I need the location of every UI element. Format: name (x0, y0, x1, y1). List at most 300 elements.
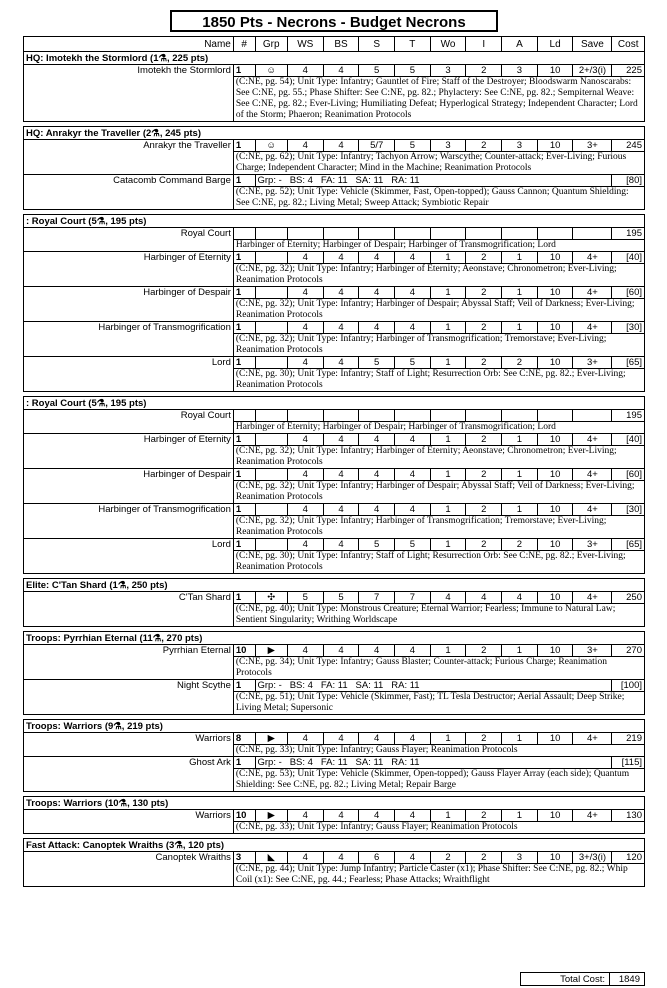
stat-cell: 4 (323, 469, 359, 481)
stat-cell: 120 (612, 852, 645, 864)
stat-cell: 4 (359, 733, 395, 745)
stat-cell: 1 (502, 252, 538, 264)
unit-detail: (C:NE, pg. 33); Unit Type: Infantry; Gauss Flayer; Reanimation Protocols (233, 822, 644, 834)
table-row (24, 410, 645, 422)
stat-cell: 4 (323, 434, 359, 446)
empty-cell (502, 410, 538, 422)
stat-cell: 5 (395, 539, 431, 551)
stat-cell: 250 (612, 592, 645, 604)
unit-cost: [100] (612, 680, 645, 692)
stat-cell: 5 (395, 65, 431, 77)
unit-name: C'Tan Shard (24, 592, 234, 627)
group-icon: ▶ (255, 733, 287, 745)
roster-table (23, 36, 645, 887)
empty-cell (537, 410, 573, 422)
empty-cell (255, 228, 287, 240)
unit-detail: (C:NE, pg. 52); Unit Type: Vehicle (Skimmer, Fast, Open-topped); Gauss Cannon; Quantum Shielding: See C:NE, pg. 82.; Living Metal; Sweep Attack; Symbiotic Repair (233, 187, 644, 210)
column-header: S (359, 37, 395, 52)
section-heading: Troops: Pyrrhian Eternal (11⚗, 270 pts) (24, 632, 645, 645)
section-heading: HQ: Anrakyr the Traveller (2⚗, 245 pts) (24, 127, 645, 140)
unit-detail: (C:NE, pg. 32); Unit Type: Infantry; Harbinger of Despair; Abyssal Staff; Veil of Darkness; Ever-Living; Reanimation Protocols (233, 481, 644, 504)
stat-cell: 1 (233, 592, 255, 604)
stat-cell: 2 (466, 434, 502, 446)
unit-name: Canoptek Wraiths (24, 852, 234, 887)
stat-cell: 4 (323, 252, 359, 264)
stat-cell: 1 (233, 322, 255, 334)
stat-cell: 4 (323, 140, 359, 152)
stat-cell: 4+ (573, 287, 612, 299)
stat-cell: 245 (612, 140, 645, 152)
table-row (24, 252, 645, 264)
stat-cell: 5 (359, 65, 395, 77)
section-heading: HQ: Imotekh the Stormlord (1⚗, 225 pts) (24, 52, 645, 65)
stat-cell: 4 (395, 434, 431, 446)
unit-name: Night Scythe (24, 680, 234, 715)
stat-cell: 4 (359, 287, 395, 299)
stat-cell: 4+ (573, 733, 612, 745)
unit-detail: (C:NE, pg. 32); Unit Type: Infantry; Harbinger of Eternity; Aeonstave; Chronometron; Ever-Living; Reanimation Protocols (233, 264, 644, 287)
table-row (24, 357, 645, 369)
unit-name: Imotekh the Stormlord (24, 65, 234, 122)
unit-name: Harbinger of Despair (24, 469, 234, 504)
unit-detail: (C:NE, pg. 32); Unit Type: Infantry; Harbinger of Transmogrification; Tremorstave; Ever-Living; Reanimation Protocols (233, 516, 644, 539)
section-heading: Troops: Warriors (9⚗, 219 pts) (24, 720, 645, 733)
unit-detail: (C:NE, pg. 30); Unit Type: Infantry; Staff of Light; Resurrection Orb: See C:NE, pg. 82.; Ever-Living; Reanimation Protocols (233, 369, 644, 392)
group-icon: ▶ (255, 645, 287, 657)
section-heading: Troops: Warriors (10⚗, 130 pts) (24, 797, 645, 810)
stat-cell: 4 (395, 322, 431, 334)
stat-cell: 4 (359, 810, 395, 822)
unit-detail: (C:NE, pg. 33); Unit Type: Infantry; Gauss Flayer; Reanimation Protocols (233, 745, 644, 757)
stat-cell: 1 (233, 287, 255, 299)
stat-cell: 4 (359, 469, 395, 481)
group-icon: ✣ (255, 592, 287, 604)
stat-cell: 1 (502, 322, 538, 334)
stat-cell: 2 (466, 810, 502, 822)
empty-cell (430, 228, 466, 240)
stat-cell: 4 (287, 140, 323, 152)
table-row (24, 810, 645, 822)
unit-name: Harbinger of Despair (24, 287, 234, 322)
stat-cell: 1 (430, 287, 466, 299)
stat-cell: 1 (502, 645, 538, 657)
stat-cell: 5 (287, 592, 323, 604)
unit-name: Anrakyr the Traveller (24, 140, 234, 175)
stat-cell: 2 (466, 65, 502, 77)
stat-cell: 3 (502, 65, 538, 77)
stat-cell: 10 (537, 592, 573, 604)
stat-cell: 3 (430, 65, 466, 77)
stat-cell: 4 (323, 810, 359, 822)
table-row (24, 140, 645, 152)
stat-cell: 2 (466, 287, 502, 299)
stat-cell: 4 (287, 357, 323, 369)
stat-cell: 4 (323, 645, 359, 657)
group-icon (255, 469, 287, 481)
stat-cell: 2 (466, 733, 502, 745)
unit-detail: (C:NE, pg. 44); Unit Type: Jump Infantry; Particle Caster (x1); Phase Shifter: See C:NE, pg. 82.; Whip Coil (x1): See C:NE, pg. 44.; Fearless; Phase Attacks; Wraithflight (233, 864, 644, 887)
stat-cell: 5 (359, 357, 395, 369)
roster-title: 1850 Pts - Necrons - Budget Necrons (170, 10, 498, 32)
empty-cell (233, 228, 255, 240)
total-cost (520, 972, 645, 986)
stat-cell: 10 (233, 810, 255, 822)
group-icon (255, 322, 287, 334)
stat-cell: 1 (430, 252, 466, 264)
stat-cell: 4 (287, 733, 323, 745)
stat-cell: 10 (537, 322, 573, 334)
stat-cell: 1 (430, 733, 466, 745)
stat-cell: 1 (430, 434, 466, 446)
total-label: Total Cost: (521, 973, 610, 986)
unit-cost: 195 (612, 228, 645, 240)
stat-cell: 10 (537, 645, 573, 657)
table-row (24, 287, 645, 299)
stat-cell: 4 (323, 504, 359, 516)
unit-name: Harbinger of Transmogrification (24, 504, 234, 539)
stat-cell: 2 (502, 357, 538, 369)
stat-cell: 5 (395, 140, 431, 152)
stat-cell: 1 (233, 65, 255, 77)
empty-cell (255, 410, 287, 422)
stat-cell: 4 (287, 810, 323, 822)
stat-cell: 4 (430, 592, 466, 604)
stat-cell: 8 (233, 733, 255, 745)
stat-cell: 1 (502, 469, 538, 481)
stat-cell: 2 (430, 852, 466, 864)
stat-cell: 5 (359, 539, 395, 551)
stat-cell: 1 (430, 504, 466, 516)
stat-cell: 1 (233, 539, 255, 551)
stat-cell: 3 (502, 852, 538, 864)
stat-cell: 4 (287, 645, 323, 657)
unit-detail: (C:NE, pg. 32); Unit Type: Infantry; Harbinger of Eternity; Aeonstave; Chronometron; Ever-Living; Reanimation Protocols (233, 446, 644, 469)
empty-cell (287, 410, 323, 422)
column-header: # (233, 37, 255, 52)
stat-cell: 4 (287, 65, 323, 77)
table-row (24, 852, 645, 864)
stat-cell: 1 (430, 322, 466, 334)
table-row (24, 680, 645, 692)
stat-cell: 1 (502, 733, 538, 745)
unit-detail: (C:NE, pg. 34); Unit Type: Infantry; Gauss Blaster; Counter-attack; Furious Charge; Reanimation Protocols (233, 657, 644, 680)
stat-cell: 4 (323, 322, 359, 334)
stat-cell: [65] (612, 357, 645, 369)
empty-cell (395, 228, 431, 240)
empty-cell (323, 228, 359, 240)
empty-cell (287, 228, 323, 240)
column-header: Save (573, 37, 612, 52)
table-row (24, 469, 645, 481)
stat-cell: 4 (395, 287, 431, 299)
table-row (24, 504, 645, 516)
stat-cell: 3+ (573, 539, 612, 551)
stat-cell: 10 (537, 539, 573, 551)
empty-cell (359, 410, 395, 422)
stat-cell: 4 (287, 852, 323, 864)
column-header: Grp (255, 37, 287, 52)
empty-cell (573, 228, 612, 240)
unit-name: Royal Court (24, 228, 234, 252)
vehicle-stats: Grp: - BS: 4 FA: 11 SA: 11 RA: 11 (255, 757, 612, 769)
stat-cell: 4+ (573, 504, 612, 516)
stat-cell: 10 (537, 733, 573, 745)
stat-cell: 1 (430, 645, 466, 657)
stat-cell: 7 (395, 592, 431, 604)
total-value: 1849 (610, 973, 645, 986)
unit-count: 1 (233, 175, 255, 187)
stat-cell: 130 (612, 810, 645, 822)
stat-cell: 270 (612, 645, 645, 657)
column-header: BS (323, 37, 359, 52)
stat-cell: 10 (537, 357, 573, 369)
column-header: Name (24, 37, 234, 52)
stat-cell: 4 (323, 852, 359, 864)
stat-cell: 4 (323, 65, 359, 77)
stat-cell: 1 (502, 434, 538, 446)
group-icon (255, 539, 287, 551)
stat-cell: 2 (466, 140, 502, 152)
stat-cell: 2 (466, 469, 502, 481)
table-row (24, 434, 645, 446)
unit-name: Harbinger of Transmogrification (24, 322, 234, 357)
stat-cell: 2 (466, 645, 502, 657)
stat-cell: 219 (612, 733, 645, 745)
column-header: WS (287, 37, 323, 52)
group-icon (255, 434, 287, 446)
empty-cell (430, 410, 466, 422)
stat-cell: 5 (323, 592, 359, 604)
unit-cost: [115] (612, 757, 645, 769)
table-row (24, 733, 645, 745)
stat-cell: 4 (287, 287, 323, 299)
header-row (24, 37, 645, 52)
stat-cell: 10 (537, 65, 573, 77)
stat-cell: 4 (323, 733, 359, 745)
stat-cell: 4+ (573, 434, 612, 446)
stat-cell: 4 (502, 592, 538, 604)
group-icon: ▶ (255, 810, 287, 822)
unit-detail: (C:NE, pg. 54); Unit Type: Infantry; Gauntlet of Fire; Staff of the Destroyer; Bloodswarm Nanoscarabs: See C:NE, pg. 55.; Phase Shifter: See C:NE, pg. 82.; Phylactery: See C:NE, pg. 82.; Sempiternal Weave: See C:NE, pg. 82.; Ever-Living; Humiliating Defeat; Hyperlogical Strategy; Independent Character; Lord of the Storm; Phaeron; Reanimation Protocols (233, 77, 644, 122)
stat-cell: 2 (466, 852, 502, 864)
empty-cell (466, 410, 502, 422)
stat-cell: 4+ (573, 592, 612, 604)
table-row (24, 645, 645, 657)
stat-cell: 1 (502, 810, 538, 822)
stat-cell: 4 (395, 252, 431, 264)
unit-name: Lord (24, 539, 234, 574)
stat-cell: 4 (287, 434, 323, 446)
stat-cell: 4 (359, 434, 395, 446)
group-icon: ☺ (255, 140, 287, 152)
column-header: A (502, 37, 538, 52)
stat-cell: 4 (323, 357, 359, 369)
group-icon (255, 357, 287, 369)
unit-name: Pyrrhian Eternal (24, 645, 234, 680)
stat-cell: 4+ (573, 252, 612, 264)
stat-cell: 1 (430, 810, 466, 822)
stat-cell: 4 (395, 810, 431, 822)
stat-cell: 5 (395, 357, 431, 369)
stat-cell: 4 (287, 469, 323, 481)
column-header: Wo (430, 37, 466, 52)
stat-cell: 4 (287, 504, 323, 516)
stat-cell: 10 (537, 852, 573, 864)
stat-cell: 10 (537, 252, 573, 264)
empty-cell (466, 228, 502, 240)
stat-cell: 3+ (573, 357, 612, 369)
table-row (24, 228, 645, 240)
stat-cell: 4 (359, 504, 395, 516)
group-icon (255, 287, 287, 299)
stat-cell: 4+ (573, 469, 612, 481)
stat-cell: [40] (612, 434, 645, 446)
column-header: Cost (612, 37, 645, 52)
unit-detail: Harbinger of Eternity; Harbinger of Despair; Harbinger of Transmogrification; Lord (233, 422, 644, 434)
stat-cell: 4+ (573, 810, 612, 822)
stat-cell: 3 (233, 852, 255, 864)
unit-name: Lord (24, 357, 234, 392)
stat-cell: 4 (323, 287, 359, 299)
column-header: T (395, 37, 431, 52)
table-row (24, 65, 645, 77)
section-heading: Elite: C'Tan Shard (1⚗, 250 pts) (24, 579, 645, 592)
stat-cell: 3 (430, 140, 466, 152)
stat-cell: 3+ (573, 140, 612, 152)
unit-detail: (C:NE, pg. 32); Unit Type: Infantry; Harbinger of Despair; Abyssal Staff; Veil of Darkness; Ever-Living; Reanimation Protocols (233, 299, 644, 322)
table-row (24, 539, 645, 551)
table-row (24, 592, 645, 604)
stat-cell: 2 (466, 252, 502, 264)
unit-detail: (C:NE, pg. 40); Unit Type: Monstrous Creature; Eternal Warrior; Fearless; Immune to Natural Law; Sentient Singularity; Writhing Worldscape (233, 604, 644, 627)
empty-cell (233, 410, 255, 422)
stat-cell: 2 (466, 357, 502, 369)
empty-cell (573, 410, 612, 422)
stat-cell: 3 (502, 140, 538, 152)
table-row (24, 757, 645, 769)
stat-cell: 5/7 (359, 140, 395, 152)
stat-cell: 4 (359, 322, 395, 334)
stat-cell: 6 (359, 852, 395, 864)
stat-cell: 1 (430, 357, 466, 369)
unit-name: Catacomb Command Barge (24, 175, 234, 210)
stat-cell: 4 (395, 852, 431, 864)
stat-cell: 10 (537, 140, 573, 152)
unit-name: Ghost Ark (24, 757, 234, 792)
empty-cell (537, 228, 573, 240)
stat-cell: 4+ (573, 322, 612, 334)
unit-name: Harbinger of Eternity (24, 434, 234, 469)
stat-cell: 10 (537, 287, 573, 299)
unit-detail: (C:NE, pg. 62); Unit Type: Infantry; Tachyon Arrow; Warscythe; Counter-attack; Ever-Living; Furious Charge; Independent Character; Mind in the Machine; Reanimation Protocols (233, 152, 644, 175)
empty-cell (395, 410, 431, 422)
unit-detail: (C:NE, pg. 30); Unit Type: Infantry; Staff of Light; Resurrection Orb: See C:NE, pg. 82.; Ever-Living; Reanimation Protocols (233, 551, 644, 574)
stat-cell: [60] (612, 469, 645, 481)
unit-name: Warriors (24, 733, 234, 757)
group-icon (255, 252, 287, 264)
stat-cell: 2 (502, 539, 538, 551)
group-icon (255, 504, 287, 516)
vehicle-stats: Grp: - BS: 4 FA: 11 SA: 11 RA: 11 (255, 175, 612, 187)
stat-cell: 10 (537, 504, 573, 516)
unit-cost: [80] (612, 175, 645, 187)
stat-cell: 3+ (573, 645, 612, 657)
stat-cell: 2 (466, 504, 502, 516)
stat-cell: 1 (430, 539, 466, 551)
table-row (24, 322, 645, 334)
stat-cell: 4 (323, 539, 359, 551)
unit-name: Royal Court (24, 410, 234, 434)
stat-cell: 4 (395, 645, 431, 657)
unit-count: 1 (233, 680, 255, 692)
stat-cell: 4 (359, 645, 395, 657)
stat-cell: 1 (233, 357, 255, 369)
stat-cell: 10 (233, 645, 255, 657)
stat-cell: 7 (359, 592, 395, 604)
section-heading: : Royal Court (5⚗, 195 pts) (24, 397, 645, 410)
stat-cell: 3+/3(i) (573, 852, 612, 864)
unit-detail: (C:NE, pg. 32); Unit Type: Infantry; Harbinger of Transmogrification; Tremorstave; Ever-Living; Reanimation Protocols (233, 334, 644, 357)
stat-cell: 1 (233, 140, 255, 152)
stat-cell: 1 (233, 469, 255, 481)
stat-cell: [60] (612, 287, 645, 299)
stat-cell: 4 (395, 469, 431, 481)
stat-cell: 1 (430, 469, 466, 481)
stat-cell: 1 (233, 434, 255, 446)
section-heading: : Royal Court (5⚗, 195 pts) (24, 215, 645, 228)
stat-cell: [30] (612, 322, 645, 334)
stat-cell: 2 (466, 322, 502, 334)
empty-cell (359, 228, 395, 240)
stat-cell: 1 (233, 504, 255, 516)
unit-count: 1 (233, 757, 255, 769)
section-heading: Fast Attack: Canoptek Wraiths (3⚗, 120 pts) (24, 839, 645, 852)
stat-cell: 2 (466, 539, 502, 551)
stat-cell: 1 (502, 504, 538, 516)
stat-cell: [65] (612, 539, 645, 551)
stat-cell: 4 (359, 252, 395, 264)
unit-detail: (C:NE, pg. 51); Unit Type: Vehicle (Skimmer, Fast); TL Tesla Destructor; Aerial Assault; Deep Strike; Living Metal; Supersonic (233, 692, 644, 715)
stat-cell: 225 (612, 65, 645, 77)
unit-cost: 195 (612, 410, 645, 422)
stat-cell: [30] (612, 504, 645, 516)
stat-cell: 1 (502, 287, 538, 299)
group-icon: ◣ (255, 852, 287, 864)
stat-cell: 4 (395, 733, 431, 745)
stat-cell: 4 (287, 252, 323, 264)
column-header: I (466, 37, 502, 52)
stat-cell: 10 (537, 434, 573, 446)
stat-cell: 10 (537, 469, 573, 481)
stat-cell: 10 (537, 810, 573, 822)
unit-detail: Harbinger of Eternity; Harbinger of Despair; Harbinger of Transmogrification; Lord (233, 240, 644, 252)
unit-detail: (C:NE, pg. 53); Unit Type: Vehicle (Skimmer, Open-topped); Gauss Flayer Array (each side); Quantum Shielding: See C:NE, pg. 82.; Living Metal; Repair Barge (233, 769, 644, 792)
stat-cell: 1 (233, 252, 255, 264)
stat-cell: 4 (287, 539, 323, 551)
unit-name: Warriors (24, 810, 234, 834)
stat-cell: 2+/3(i) (573, 65, 612, 77)
stat-cell: 4 (287, 322, 323, 334)
group-icon: ☺ (255, 65, 287, 77)
empty-cell (502, 228, 538, 240)
unit-name: Harbinger of Eternity (24, 252, 234, 287)
empty-cell (323, 410, 359, 422)
vehicle-stats: Grp: - BS: 4 FA: 11 SA: 11 RA: 11 (255, 680, 612, 692)
stat-cell: [40] (612, 252, 645, 264)
table-row (24, 175, 645, 187)
stat-cell: 4 (395, 504, 431, 516)
stat-cell: 4 (466, 592, 502, 604)
